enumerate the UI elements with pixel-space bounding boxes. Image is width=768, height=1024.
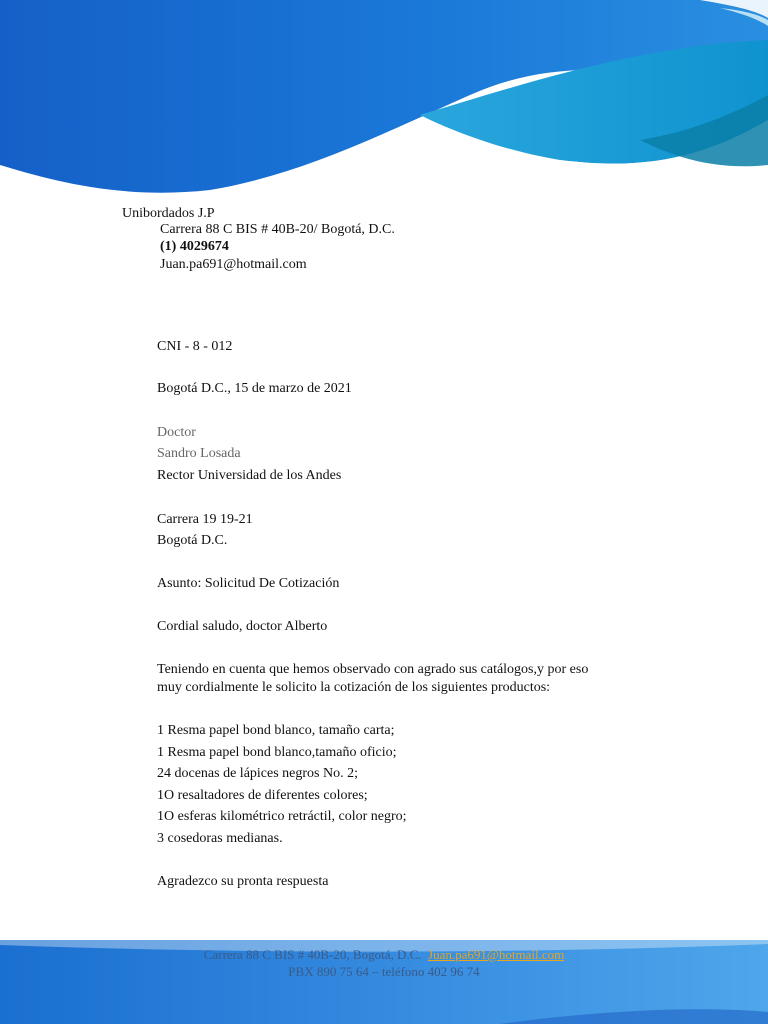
header-wave-decoration [0, 0, 768, 200]
recipient-title: Doctor [157, 425, 196, 440]
footer-email-link[interactable]: Juan.pa691@hotmail.com [428, 947, 565, 962]
greeting-line: Cordial saludo, doctor Alberto [157, 619, 328, 634]
sender-email: Juan.pa691@hotmail.com [160, 257, 307, 272]
reference-code: CNI - 8 - 012 [157, 339, 233, 354]
date-line: Bogotá D.C., 15 de marzo de 2021 [157, 381, 352, 396]
recipient-name: Sandro Losada [157, 446, 241, 461]
list-item: 1 Resma papel bond blanco, tamaño carta; [157, 723, 395, 738]
body-line-2: muy cordialmente le solicito la cotización de los siguientes productos: [157, 680, 551, 695]
recipient-street: Carrera 19 19-21 [157, 512, 253, 527]
body-line-1: Teniendo en cuenta que hemos observado con agrado sus catálogos,y por eso [157, 662, 589, 677]
subject-line: Asunto: Solicitud De Cotización [157, 576, 340, 591]
footer-address: Carrera 88 C BIS # 40B-20, Bogotá, D.C. [203, 947, 422, 962]
recipient-city: Bogotá D.C. [157, 533, 228, 548]
footer-phones: PBX 890 75 64 – teléfono 402 96 74 [288, 964, 480, 979]
list-item: 1 Resma papel bond blanco,tamaño oficio; [157, 745, 397, 760]
footer-contact-line [0, 947, 768, 963]
closing-line: Agradezco su pronta respuesta [157, 874, 329, 889]
sender-address: Carrera 88 C BIS # 40B-20/ Bogotá, D.C. [160, 222, 395, 237]
list-item: 24 docenas de lápices negros No. 2; [157, 766, 358, 781]
sender-company: Unibordados J.P [122, 206, 215, 221]
list-item: 1O esferas kilométrico retráctil, color negro; [157, 809, 407, 824]
recipient-position: Rector Universidad de los Andes [157, 468, 342, 483]
sender-phone: (1) 4029674 [160, 239, 229, 254]
list-item: 3 cosedoras medianas. [157, 831, 283, 846]
list-item: 1O resaltadores de diferentes colores; [157, 788, 368, 803]
